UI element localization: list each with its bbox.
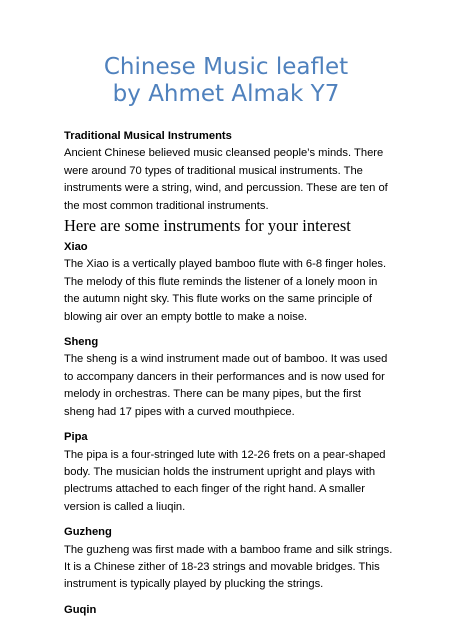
page-title-line-1: Chinese Music leaflet [103,54,349,80]
instrument-description: The Xiao is a vertically played bamboo flute with 6-8 finger holes. The melody of this flute reminds the listener of a lonely moon in the autumn night sky. This flute works on the same principle of blowing air over an empty bottle to make a noise. [64,258,387,323]
instrument-description: The guzheng was first made with a bamboo frame and silk strings. It is a Chinese zither of 18-23 strings and movable bridges. This instrument is typically played by plucking the strings. [64,543,393,591]
intro-paragraph: Ancient Chinese believed music cleansed people’s minds. There were around 70 types of traditional musical instruments. The instruments were a string, wind, and percussion. These are ten of the most common traditional instruments. [64,147,388,212]
instrument-section-guqin [64,602,394,619]
instrument-name: Guqin [64,603,97,616]
instruments-heading: Here are some instruments for your interest [64,216,351,236]
instrument-description: The pipa is a four-stringed lute with 12-26 frets on a pear-shaped body. The musician holds the instrument upright and plays with plectrums attached to each finger of the right hand. A smaller version is called a liuqin. [64,448,386,513]
instrument-section-pipa [64,429,394,516]
instrument-name: Sheng [64,336,99,349]
instrument-name: Guzheng [64,526,112,539]
document-body [64,128,394,619]
instrument-section-sheng [64,334,394,421]
instrument-section-guzheng [64,524,394,594]
instrument-name: Xiao [64,241,88,254]
instrument-name: Pipa [64,431,88,444]
instrument-section-xiao [64,239,394,326]
page-title-line-2: by Ahmet Almak Y7 [112,81,340,107]
instrument-description: The sheng is a wind instrument made out of bamboo. It was used to accompany dancers in their performances and is now used for melody in orchestras. There can be many pipes, but the first sheng had 17 pipes with a curved mouthpiece. [64,353,388,418]
intro-heading: Traditional Musical Instruments [64,130,232,142]
